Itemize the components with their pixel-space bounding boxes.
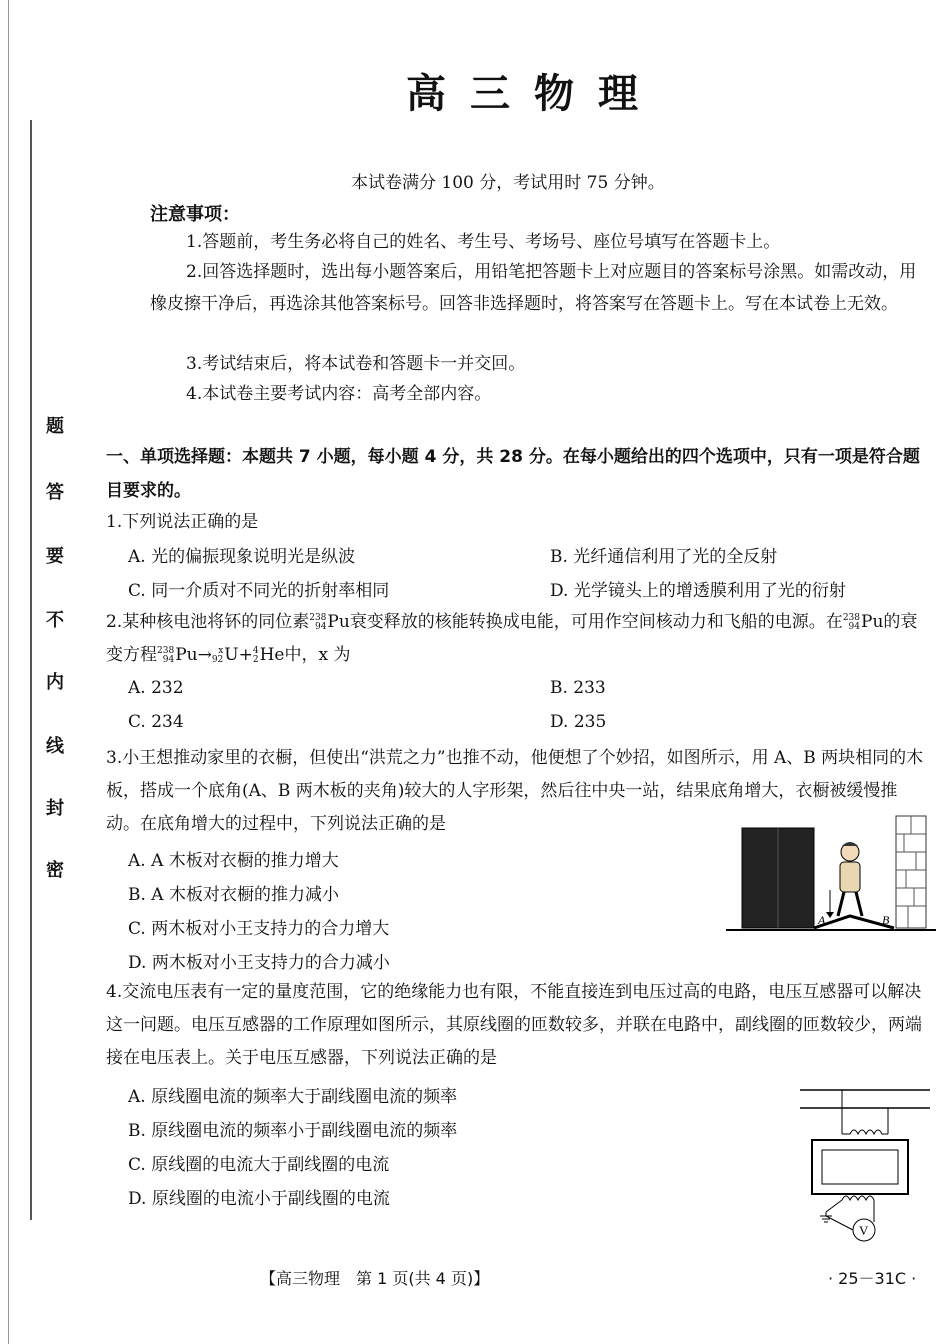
seal-char: 答: [46, 482, 64, 503]
iron-core: [812, 1140, 908, 1194]
isotope-label: x 92: [211, 645, 224, 665]
voltmeter-label: V: [859, 1223, 869, 1238]
notice-heading: 注意事项：: [150, 204, 240, 225]
q3-option-d: D. 两木板对小王支持力的合力减小: [128, 953, 390, 973]
isotope-label: 238 94: [309, 612, 327, 632]
notice-item: 1.答题前，考生务必将自己的姓名、考生号、考场号、座位号填写在答题卡上。: [186, 232, 781, 252]
seal-char: 封: [46, 798, 64, 819]
q3-option-b: B. A 木板对衣橱的推力减小: [128, 885, 339, 905]
q3-option-a: A. A 木板对衣橱的推力增大: [128, 851, 339, 871]
q2-option-a: A. 232: [128, 678, 184, 698]
seal-char: 题: [46, 416, 64, 437]
board-label-b: B: [882, 913, 890, 927]
notice-item: 2.回答选择题时，选出每小题答案后，用铅笔把答题卡上对应题目的答案标号涂黑。如需改动，用橡皮擦干净后，再选涂其他答案标号。回答非选择题时，将答案写在答题卡上。写在本试卷上无效。: [150, 262, 917, 314]
margin-line: [8, 0, 9, 1344]
isotope-label: 238 94: [157, 645, 175, 665]
wardrobe-figure: [726, 812, 936, 940]
q2-option-d: D. 235: [550, 712, 607, 732]
seal-char: 内: [46, 672, 64, 693]
q4-option-b: B. 原线圈电流的频率小于副线圈电流的频率: [128, 1121, 458, 1141]
q4-option-a: A. 原线圈电流的频率大于副线圈电流的频率: [128, 1087, 458, 1107]
section-heading: 一、单项选择题：本题共 7 小题，每小题 4 分，共 28 分。在每小题给出的四个选项中，只有一项是符合题目要求的。: [106, 447, 920, 501]
q1-option-d: D. 光学镜头上的增透膜利用了光的衍射: [550, 581, 846, 601]
primary-coil: [842, 1130, 888, 1134]
seal-line: [30, 120, 32, 1220]
q1-option-a: A. 光的偏振现象说明光是纵波: [128, 547, 356, 567]
person-leg-left: [838, 892, 844, 916]
question-1-stem: 1.下列说法正确的是: [106, 512, 259, 532]
seal-char: 线: [46, 736, 64, 757]
seal-char: 要: [46, 546, 64, 567]
q2-option-b: B. 233: [550, 678, 606, 698]
question-2-stem: 2.某种核电池将钚的同位素 238 94 Pu衰变释放的核能转换成电能，可用作空间核动力和飞船的电源。在 238 94 Pu的衰变方程 238 94 Pu→ x 92 U+ 4 2 He中，x 为: [106, 612, 918, 665]
transformer-circuit-figure: [796, 1082, 934, 1244]
secondary-coil: [842, 1196, 874, 1200]
q4-option-d: D. 原线圈的电流小于副线圈的电流: [128, 1189, 390, 1209]
isotope-label: 4 2: [252, 645, 259, 665]
arrow-head: [826, 912, 834, 918]
seal-char: 密: [46, 860, 64, 881]
board-label-a: A: [818, 913, 826, 927]
seal-char: 不: [46, 610, 64, 631]
iron-core-inner: [822, 1150, 898, 1184]
lead-wire: [826, 1200, 842, 1212]
notice-item: 3.考试结束后，将本试卷和答题卡一并交回。: [186, 354, 526, 374]
q1-option-b: B. 光纤通信利用了光的全反射: [550, 547, 778, 567]
question-3-stem: 3.小王想推动家里的衣橱，但使出“洪荒之力”也推不动，他便想了个妙招，如图所示，用 A、B 两块相同的木板，搭成一个底角(A、B 两木板的夹角)较大的人字形架，然后往中央一站，结果底角增大，衣橱被缓慢推动。在底角增大的过程中，下列说法正确的是: [106, 748, 924, 834]
q3-option-c: C. 两木板对小王支持力的合力增大: [128, 919, 390, 939]
isotope-label: 238 94: [842, 612, 860, 632]
q4-option-c: C. 原线圈的电流大于副线圈的电流: [128, 1155, 390, 1175]
page-footer: 【高三物理 第 1 页(共 4 页)】: [260, 1269, 490, 1288]
exam-info: 本试卷满分 100 分，考试用时 75 分钟。: [351, 173, 665, 193]
person-hair: [842, 842, 858, 846]
q2-option-c: C. 234: [128, 712, 184, 732]
person-body: [840, 862, 860, 892]
q1-option-c: C. 同一介质对不同光的折射率相同: [128, 581, 390, 601]
binding-margin: [0, 0, 78, 1344]
page-title: 高三物理: [406, 71, 662, 117]
exam-code: · 25－31C ·: [828, 1269, 917, 1288]
notice-item: 4.本试卷主要考试内容：高考全部内容。: [186, 384, 492, 404]
person-leg-right: [856, 892, 862, 916]
question-4-stem: 4.交流电压表有一定的量度范围，它的绝缘能力也有限，不能直接连到电压过高的电路，电压互感器可以解决这一问题。电压互感器的工作原理如图所示，其原线圈的匝数较多，并联在电路中，副线圈的匝数较少，两端接在电压表上。关于电压互感器，下列说法正确的是: [106, 982, 922, 1068]
meter-wire: [826, 1216, 853, 1230]
